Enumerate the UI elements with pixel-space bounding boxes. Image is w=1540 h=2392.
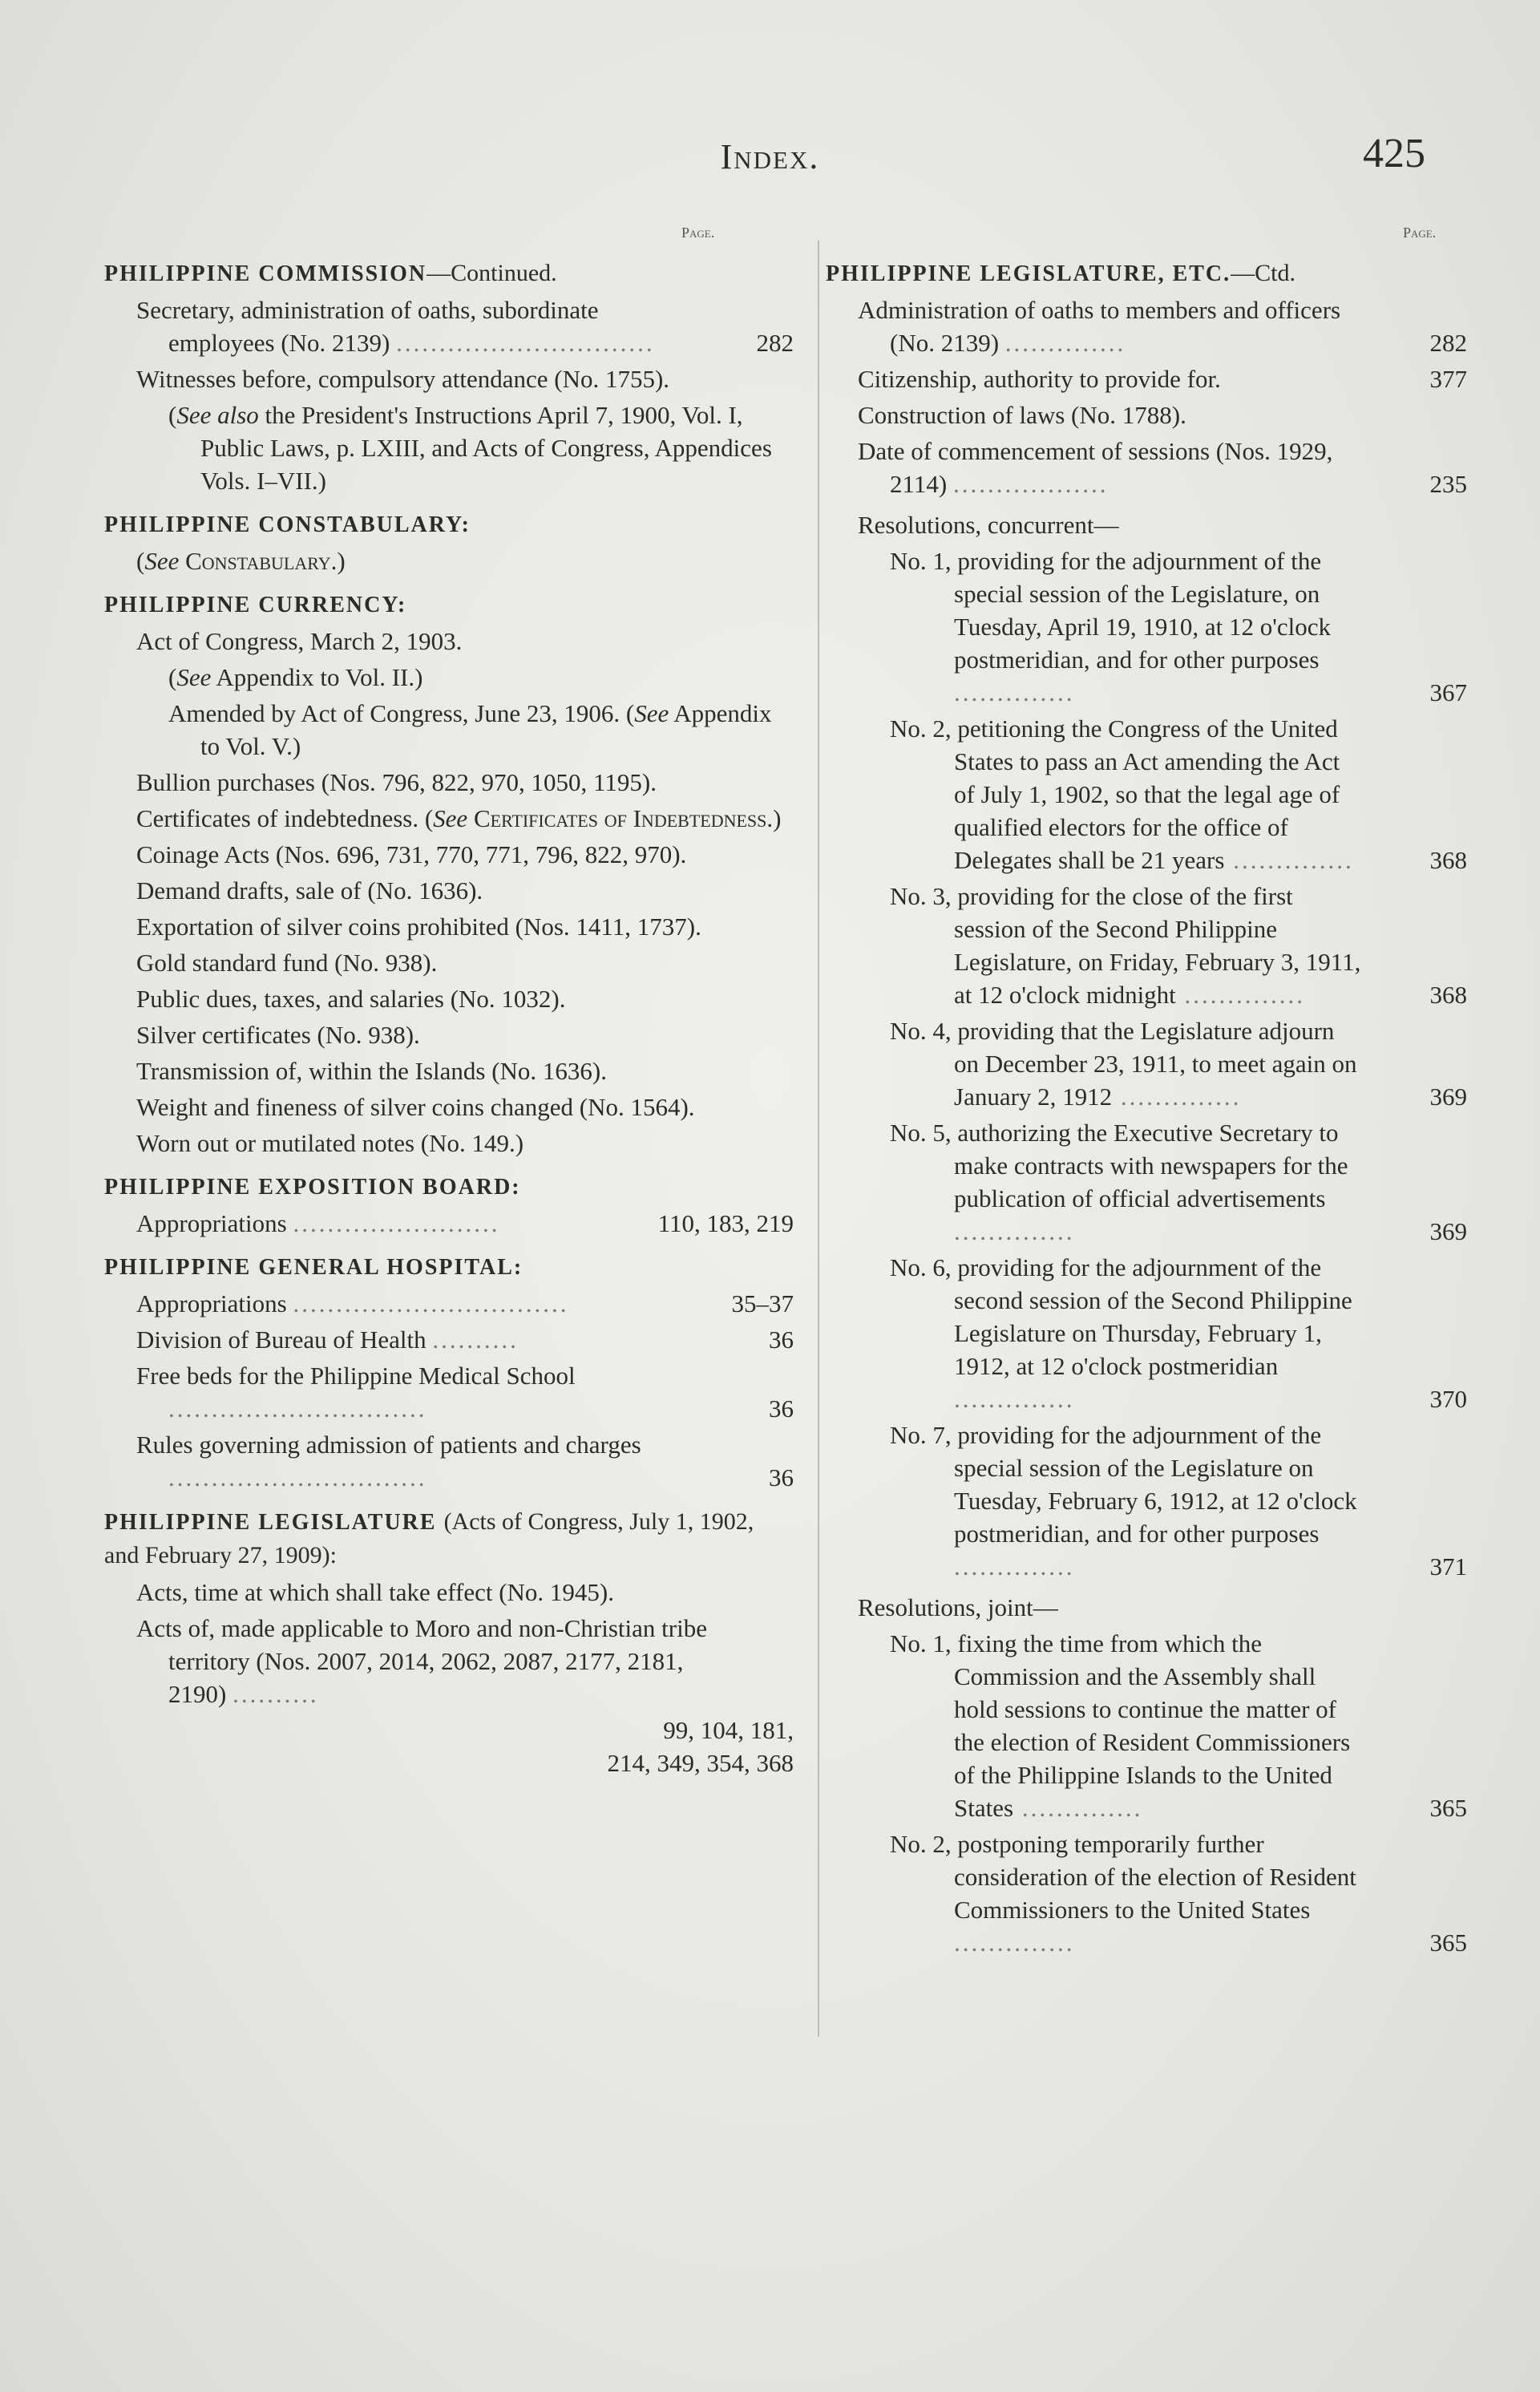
index-heading-legislature: PHILIPPINE LEGISLATURE (Acts of Congress, July 1, 1902, and February 27, 1909):	[104, 1508, 754, 1568]
column-divider	[818, 241, 819, 2037]
resolution-number: No. 1,	[890, 1629, 952, 1657]
index-entry: Acts, time at which shall take effect (No. 1945).	[136, 1578, 614, 1606]
index-entry: Certificates of indebtedness. (See Certificates of Indebtedness.)	[136, 804, 782, 832]
resolution-item: No. 2, petitioning the Congress of the United States to pass an Act amending the Act of July 1, 1902, so that the legal age of qualified electors for the office of Delegates shall be 21 years .............. 368	[890, 714, 1467, 874]
index-entry: Rules governing admission of patients and charges .............................. 36	[136, 1431, 794, 1491]
page-number: 425	[1363, 131, 1425, 176]
resolution-item: No. 1, fixing the time from which the Commission and the Assembly shall hold sessions to continue the matter of the election of Resident Commissioners of the Philippine Islands to the United States .............. 365	[890, 1629, 1467, 1822]
page-title: Index.	[720, 137, 820, 176]
index-entry: Amended by Act of Congress, June 23, 1906. (See Appendix to Vol. V.)	[168, 699, 772, 760]
index-column-right	[826, 217, 1467, 1959]
resolution-number: No. 2,	[890, 1830, 952, 1858]
page-reference: 235	[1429, 470, 1467, 498]
index-entry: Transmission of, within the Islands (No. 1636).	[136, 1057, 607, 1085]
index-heading-exposition: PHILIPPINE EXPOSITION BOARD:	[104, 1175, 521, 1200]
index-heading-hospital: PHILIPPINE GENERAL HOSPITAL:	[104, 1255, 523, 1280]
index-entry: Date of commencement of sessions (Nos. 1929, 2114) .................. 235	[826, 435, 1467, 500]
index-heading-legislature-ctd: PHILIPPINE LEGISLATURE, ETC.—Ctd.	[826, 260, 1295, 286]
resolution-number: No. 6,	[890, 1253, 952, 1281]
resolution-text: providing for the close of the first session of the Second Philippine Legislature, on Friday, February 3, 1911, at 12 o'clock midnight	[954, 882, 1361, 1009]
index-entry: Weight and fineness of silver coins changed (No. 1564).	[136, 1093, 695, 1121]
index-entry: Appropriations ........................ 110, 183, 219	[104, 1207, 794, 1240]
index-entry: Silver certificates (No. 938).	[136, 1021, 420, 1049]
index-entry: Appropriations ................................ 35–37	[104, 1287, 794, 1320]
resolution-item: No. 3, providing for the close of the first session of the Second Philippine Legislature, on Friday, February 3, 1911, at 12 o'clock midnight .............. 368	[890, 882, 1467, 1009]
index-entry: Witnesses before, compulsory attendance (No. 1755).	[136, 365, 670, 393]
index-entry: Worn out or mutilated notes (No. 149.)	[136, 1129, 524, 1157]
index-entry: Bullion purchases (Nos. 796, 822, 970, 1050, 1195).	[136, 768, 657, 796]
index-subheading-joint: Resolutions, joint—	[858, 1593, 1058, 1621]
resolution-text: providing for the adjournment of the special session of the Legislature on Tuesday, February 6, 1912, at 12 o'clock postmeridian, and for other purposes	[954, 1421, 1357, 1548]
index-entry: Public dues, taxes, and salaries (No. 1032).	[136, 985, 566, 1013]
resolution-item: No. 7, providing for the adjournment of the special session of the Legislature on Tuesday, February 6, 1912, at 12 o'clock postmeridian, and for other purposes .............. 371	[890, 1421, 1467, 1581]
index-column-left	[104, 217, 794, 1779]
index-entry: Administration of oaths to members and officers (No. 2139) .............. 282	[826, 293, 1467, 359]
resolution-text: providing for the adjournment of the second session of the Second Philippine Legislature on Thursday, February 1, 1912, at 12 o'clock postmeridian	[954, 1253, 1352, 1380]
index-entry: (See also the President's Instructions April 7, 1900, Vol. I, Public Laws, p. LXIII, and Acts of Congress, Appendices Vols. I–VII.)	[168, 401, 772, 495]
resolution-number: No. 7,	[890, 1421, 952, 1449]
index-entry: Citizenship, authority to provide for. 377	[826, 362, 1467, 395]
resolution-number: No. 2,	[890, 714, 952, 743]
index-entry: (See Appendix to Vol. II.)	[168, 663, 423, 691]
resolution-number: No. 1,	[890, 547, 952, 575]
resolution-number: No. 3,	[890, 882, 952, 910]
page-reference: 282	[756, 329, 794, 357]
resolution-text: providing for the adjournment of the special session of the Legislature, on Tuesday, April 19, 1910, at 12 o'clock postmeridian, and for other purposes	[954, 547, 1331, 674]
index-entry: Construction of laws (No. 1788).	[858, 401, 1186, 429]
index-entry: Coinage Acts (Nos. 696, 731, 770, 771, 796, 822, 970).	[136, 840, 687, 868]
resolution-item: No. 6, providing for the adjournment of the second session of the Second Philippine Legislature on Thursday, February 1, 1912, at 12 o'clock postmeridian .............. 370	[890, 1253, 1467, 1413]
page-reference: 99, 104, 181, 214, 349, 354, 368	[607, 1716, 794, 1777]
page-reference: 35–37	[731, 1289, 794, 1317]
index-heading-constabulary: PHILIPPINE CONSTABULARY:	[104, 512, 471, 537]
index-entry: Free beds for the Philippine Medical School .............................. 36	[136, 1362, 794, 1423]
resolution-item: No. 2, postponing temporarily further consideration of the election of Resident Commissioners to the United States .............. 365	[890, 1830, 1467, 1957]
page-column-caption: Page.	[681, 225, 715, 241]
index-entry: Demand drafts, sale of (No. 1636).	[136, 876, 483, 905]
index-entry: Secretary, administration of oaths, subordinate employees (No. 2139) .............................. 282	[104, 293, 794, 359]
resolution-number: No. 5,	[890, 1119, 952, 1147]
page-column-caption: Page.	[1403, 225, 1437, 241]
concurrent-resolutions-list	[826, 544, 1467, 1583]
resolution-item: No. 5, authorizing the Executive Secretary to make contracts with newspapers for the publication of official advertisements .............. 369	[890, 1119, 1467, 1245]
resolution-text: petitioning the Congress of the United States to pass an Act amending the Act of July 1, 1902, so that the legal age of qualified electors for the office of Delegates shall be 21 years	[954, 714, 1340, 874]
index-heading-commission: PHILIPPINE COMMISSION—Continued.	[104, 260, 557, 286]
resolution-number: No. 4,	[890, 1017, 952, 1045]
index-entry: Act of Congress, March 2, 1903.	[136, 627, 463, 655]
index-entry: Gold standard fund (No. 938).	[136, 949, 438, 977]
index-heading-currency: PHILIPPINE CURRENCY:	[104, 593, 407, 617]
page-reference: 282	[1429, 329, 1467, 357]
index-subheading-concurrent: Resolutions, concurrent—	[858, 511, 1119, 539]
index-entry: (See Constabulary.)	[136, 547, 346, 575]
resolution-text: authorizing the Executive Secretary to make contracts with newspapers for the publication of official advertisements	[954, 1119, 1348, 1212]
index-entry: Exportation of silver coins prohibited (Nos. 1411, 1737).	[136, 913, 701, 941]
resolution-text: providing that the Legislature adjourn on December 23, 1911, to meet again on January 2, 1912	[954, 1017, 1357, 1111]
page-reference: 377	[1429, 365, 1467, 393]
resolution-text: postponing temporarily further consideration of the election of Resident Commissioners to the United States	[954, 1830, 1356, 1924]
joint-resolutions-list	[826, 1627, 1467, 1959]
index-entry: Acts of, made applicable to Moro and non-Christian tribe territory (Nos. 2007, 2014, 2062, 2087, 2177, 2181, 2190) ..........	[136, 1614, 707, 1708]
resolution-item: No. 4, providing that the Legislature adjourn on December 23, 1911, to meet again on January 2, 1912 .............. 369	[890, 1017, 1467, 1111]
resolution-text: fixing the time from which the Commission and the Assembly shall hold sessions to continue the matter of the election of Resident Commissioners of the Philippine Islands to the United States	[954, 1629, 1351, 1822]
resolution-item: No. 1, providing for the adjournment of the special session of the Legislature, on Tuesday, April 19, 1910, at 12 o'clock postmeridian, and for other purposes .............. 367	[890, 547, 1467, 706]
index-entry: Division of Bureau of Health .......... 36	[136, 1326, 794, 1354]
page-reference: 110, 183, 219	[657, 1209, 794, 1237]
